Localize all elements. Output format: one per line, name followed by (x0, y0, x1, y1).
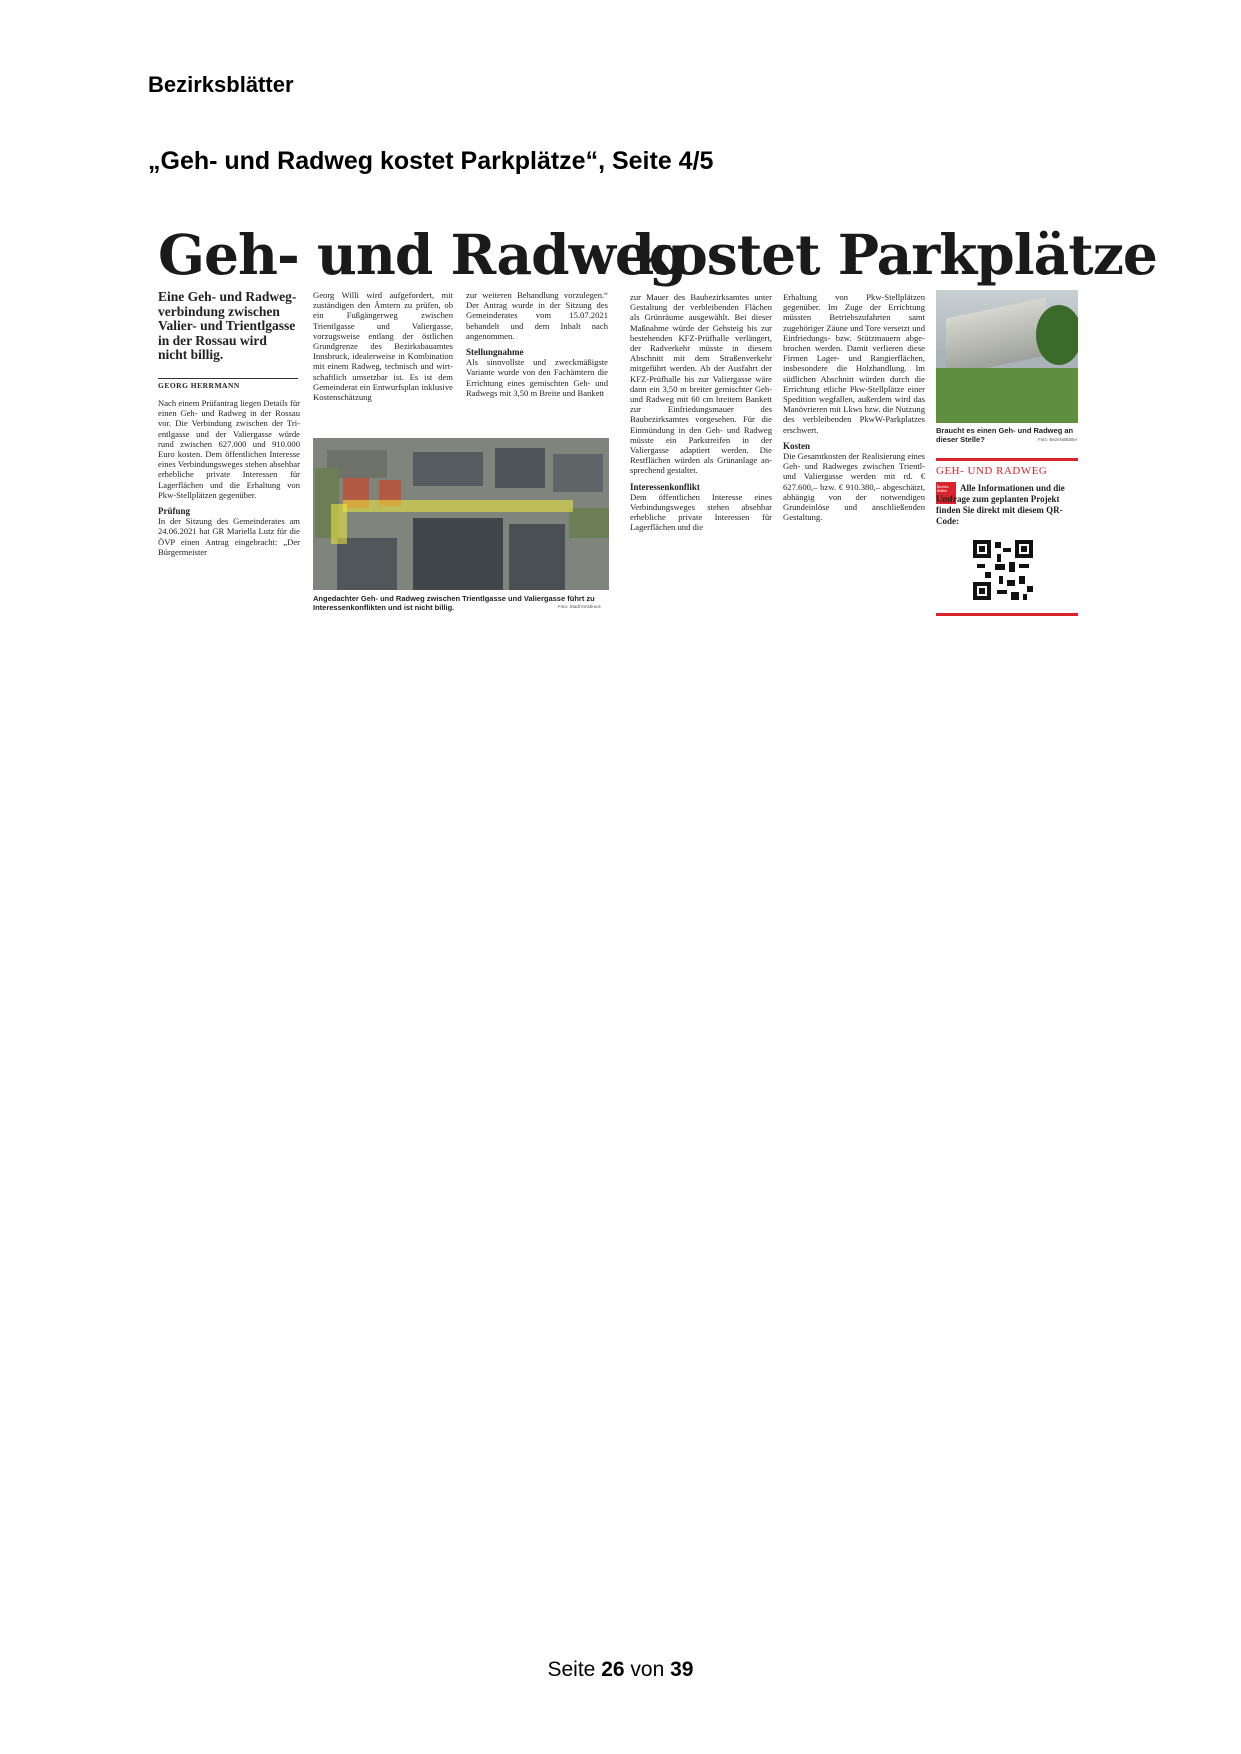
section-heading: Stellungnahme (466, 347, 524, 358)
article-column-4 (630, 292, 772, 533)
aerial-photo (313, 438, 609, 590)
box-top-rule (936, 458, 1078, 461)
article-column-1 (158, 398, 300, 557)
article-column-5 (783, 292, 925, 522)
section-heading: Prüfung (158, 506, 191, 517)
current-page-number: 26 (601, 1658, 625, 1681)
column-text: zur weiteren Behandlung vorzulegen.“ Der Antrag wurde in der Sitzung des Gemeinderates vom 15.07.2021 behandelt und dem Inhalt nach angenommen. (466, 290, 608, 341)
total-page-number: 39 (670, 1658, 694, 1681)
photo-caption: Angedachter Geh- und Radweg zwischen Trientlgasse und Valiergasse führt zu Interessenkonflikten und ist nicht billig. (313, 594, 595, 612)
street-photo (936, 290, 1078, 423)
page-footer (0, 1658, 1241, 1682)
footer-middle: von (630, 1658, 665, 1681)
newspaper-clipping (158, 220, 1157, 620)
qr-code-icon[interactable] (973, 540, 1033, 600)
section-heading: Interessenkonflikt (630, 481, 700, 492)
info-box-title: GEH- UND RADWEG (936, 465, 1048, 477)
column-text: Die Gesamtkosten der Realisierung eines Geh- und Radweges zwischen Trientl- und Valiergasse werden mit rd. € 627.600,– bzw. € 910.380,– abgeschätzt, abhängig von der notwendigen Grundeinlöse und anschließenden Gestaltung. (783, 451, 925, 523)
column-text: Dem öffentlichen Interesse eines Verbindungsweges stehen absehbar erhebliche private Interessen für Lagerflächen und die (630, 491, 772, 533)
photo-credit: Foto: Stadt Innsbruck (558, 604, 601, 609)
box-bottom-rule (936, 613, 1078, 616)
footer-prefix: Seite (547, 1658, 596, 1681)
column-text: Erhaltung von Pkw-Stellplätzen gegenüber. Im Zuge der Errichtung müssten Betriebszufahrten samt zugehöriger Zäune und Tore versetzt und Einfriedungs- bzw. Stützmauern abgebrochen werden. Damit verlieren diese Firmen Lager- und Rangierflächen, insbesondere die Holzhandlung. Im südlichen Abschnitt würden durch die Errichtung etliche Pkw-Stellplätze einer Spedition wegfallen, außerdem wird das Manövrieren mit Lkws bzw. die Nutzung des verbleibenden PkwW-Parkplatzes erschwert. (783, 292, 925, 435)
street-photo-caption: Braucht es einen Geh- und Radweg an dieser Stelle? (936, 426, 1074, 444)
column-text: Als sinnvollste und zweckmäßigste Variante wurde von den Fachämtern die Errichtung eines gemischten Geh- und Radwegs mit 3,50 m Breite und Bankett (466, 357, 608, 398)
headline-right: kostet Parkplätze (634, 222, 1157, 287)
clipping-subtitle: „Geh- und Radweg kostet Parkplätze“, Seite 4/5 (148, 147, 714, 175)
column-text: Georg Willi wird aufgefordert, mit zuständigen den Ämtern zu prüfen, ob ein Fußgängerweg zwischen Trientlgasse und Valiergasse, vorzugsweise entlang der östlichen Grundgrenze des Bezirksbauamtes Innsbruck, idealerweise in Kombination mit einem Radweg, technisch und wirtschaftlich umsetzbar ist. Es ist dem Gemeinderat ein Entwurfsplan inklusive Kostenschätzung (313, 290, 453, 403)
street-photo-credit: Foto: BezirksBlätter (1038, 437, 1078, 442)
article-column-3 (466, 290, 608, 398)
column-text: zur Mauer des Baubezirksamtes unter Gestaltung der verbleibenden Flächen als Grünräume ausgewählt. Bei dieser Maßnahme würde der Gehsteig bis zur bestehenden KFZ-Prüfhalle verlängert, der Radverkehr müsste in diesem Abschnitt mit dem Straßenverkehr mitgeführt werden. Ab der Ausfahrt der KFZ-Prüfhalle bis zur Valiergasse wäre dann ein 3,50 m breiter gemischter Geh- und Radweg mit 60 cm breitem Bankett zur Einfriedungsmauer des Baubezirksamtes vorgesehen. Für die Einmündung in den Geh- und Radweg müsste ein Parkstreifen in der Valiergasse adaptiert werden. Die Restflächen würden als Grünanlage ansprechend gestaltet. (630, 292, 772, 476)
article-headline (158, 220, 1157, 290)
article-author: GEORG HERRMANN (158, 378, 298, 390)
column-text: Nach einem Prüfantrag liegen Details für einen Geh- und Radweg in der Rossau vor. Die Verbindung zwischen der Trientlgasse und der Valiergasse würde rund zwischen 627.000 und 910.000 Euro kosten. Dem öffentlichen Interesse eines Verbindungsweges stehen absehbar erhebliche private Interessen für Lagerflächen und die Erhaltung von Pkw-Stellplätzen gegenüber. (158, 398, 300, 500)
article-column-2 (313, 290, 453, 402)
newspaper-title: Bezirksblätter (148, 72, 294, 97)
section-heading: Kosten (783, 440, 810, 451)
bezirksblaetter-logo: Bezirks Blätter (936, 482, 956, 504)
article-lead: Eine Geh- und Radwegverbindung zwischen Valier- und Trientlgasse in der Rossau wird nicht billig. (158, 289, 297, 362)
info-box-text: Alle Informationen und die Umfrage zum geplanten Projekt finden Sie direkt mit diesem QR-Code: (936, 483, 1065, 526)
column-text: In der Sitzung des Gemeinderates am 24.06.2021 hat GR Mariella Lutz für die ÖVP einen Antrag eingebracht: „Der Bürgermeister (158, 516, 300, 557)
headline-left: Geh- und Radweg (158, 222, 687, 287)
